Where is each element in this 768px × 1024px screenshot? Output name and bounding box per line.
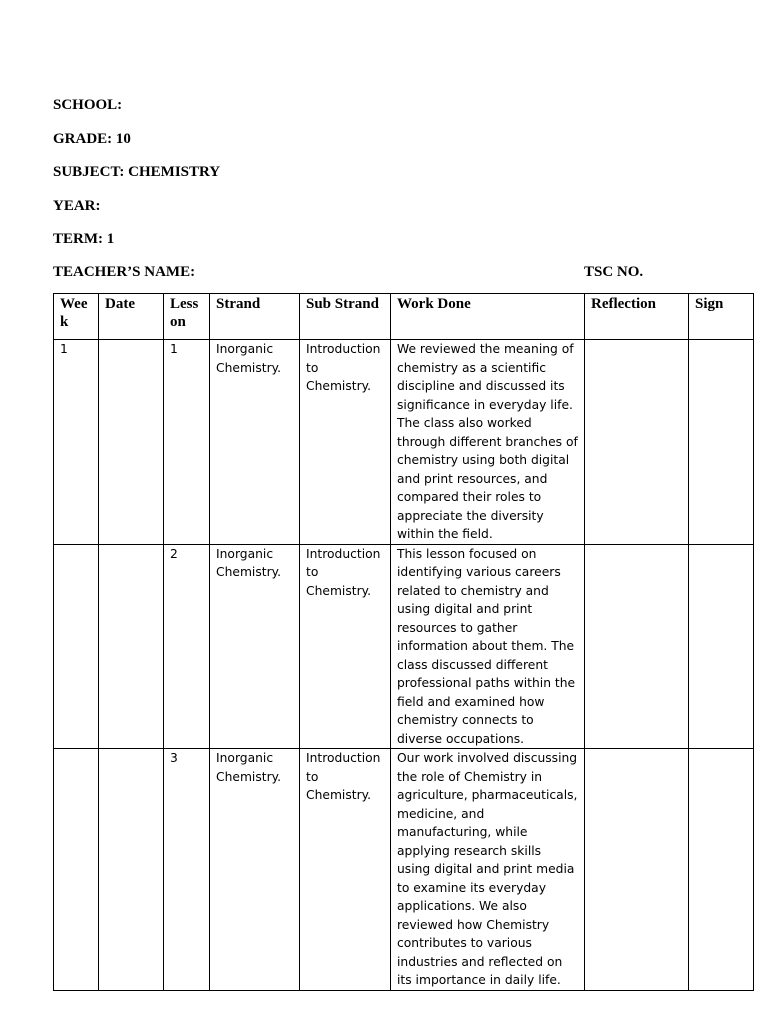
column-header-lesson: Less on [164, 294, 210, 340]
lesson-cell: 2 [164, 544, 210, 749]
date-cell[interactable] [99, 340, 164, 545]
sign-cell[interactable] [689, 340, 754, 545]
date-cell[interactable] [99, 544, 164, 749]
sub-strand-cell: Introduction to Chemistry. [300, 340, 391, 545]
reflection-cell[interactable] [585, 749, 689, 991]
week-cell [54, 544, 99, 749]
column-header-sub-strand: Sub Strand [300, 294, 391, 340]
year-label: YEAR: [53, 198, 101, 214]
reflection-cell[interactable] [585, 340, 689, 545]
table-header-row [54, 294, 754, 340]
work-done-cell: Our work involved discussing the role of Chemistry in agriculture, pharmaceuticals, medicine, and manufacturing, while applying research skills using digital and print media to examine its everyday applications. We also reviewed how Chemistry contributes to various industries and reflected on its importance in daily life. [391, 749, 585, 991]
sign-cell[interactable] [689, 749, 754, 991]
term-label: TERM: 1 [53, 231, 115, 247]
lesson-cell: 1 [164, 340, 210, 545]
subject-label: SUBJECT: CHEMISTRY [53, 164, 221, 180]
week-cell: 1 [54, 340, 99, 545]
date-cell[interactable] [99, 749, 164, 991]
record-of-work-table [53, 293, 754, 991]
table-row [54, 749, 754, 991]
lesson-cell: 3 [164, 749, 210, 991]
table-row [54, 340, 754, 545]
sub-strand-cell: Introduction to Chemistry. [300, 749, 391, 991]
column-header-date: Date [99, 294, 164, 340]
sign-cell[interactable] [689, 544, 754, 749]
work-done-cell: This lesson focused on identifying various careers related to chemistry and using digital and print resources to gather information about them. The class discussed different professional paths within the field and examined how chemistry connects to diverse occupations. [391, 544, 585, 749]
tsc-number-label: TSC NO. [584, 264, 644, 280]
teacher-name-label: TEACHER’S NAME: [53, 264, 196, 280]
strand-cell: Inorganic Chemistry. [210, 340, 300, 545]
reflection-cell[interactable] [585, 544, 689, 749]
column-header-work-done: Work Done [391, 294, 585, 340]
strand-cell: Inorganic Chemistry. [210, 544, 300, 749]
strand-cell: Inorganic Chemistry. [210, 749, 300, 991]
sub-strand-cell: Introduction to Chemistry. [300, 544, 391, 749]
week-cell [54, 749, 99, 991]
table-row [54, 544, 754, 749]
column-header-reflection: Reflection [585, 294, 689, 340]
column-header-week: Wee k [54, 294, 99, 340]
work-done-cell: We reviewed the meaning of chemistry as a scientific discipline and discussed its significance in everyday life. The class also worked through different branches of chemistry using both digital and print resources, and compared their roles to appreciate the diversity within the field. [391, 340, 585, 545]
school-label: SCHOOL: [53, 97, 123, 113]
column-header-sign: Sign [689, 294, 754, 340]
column-header-strand: Strand [210, 294, 300, 340]
grade-label: GRADE: 10 [53, 131, 131, 147]
